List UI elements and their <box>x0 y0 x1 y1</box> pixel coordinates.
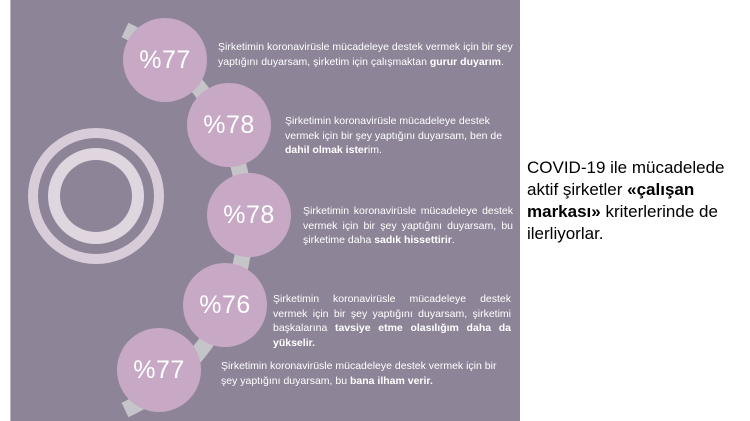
side-caption <box>527 157 743 245</box>
stat-text-1-emphasis: gurur duyarım <box>429 55 502 68</box>
stat-text-3-tail: . <box>451 234 455 246</box>
stat-text-3-body: Şirketimin koronavirüsle mücadeleye destek vermek için bir şey yaptığını duyarsam, bu şirketime daha <box>303 205 513 246</box>
stat-circle-5: %77 <box>117 328 201 412</box>
stat-circle-4: %76 <box>183 263 267 347</box>
stat-text-2-emphasis: dahil olmak ister <box>285 144 368 156</box>
stat-text-5-emphasis: bana ilham verir. <box>349 374 433 387</box>
stat-circle-3: %78 <box>207 173 291 257</box>
stat-text-1-tail: . <box>501 55 504 68</box>
side-caption-intro: COVID-19 ile mücadelede aktif şirketler <box>527 158 725 199</box>
stat-circle-1: %77 <box>123 18 207 102</box>
stat-circle-2: %78 <box>187 83 271 167</box>
side-caption-outro: kriterlerinde de ilerliyorlar. <box>527 202 718 243</box>
stat-text-1 <box>218 40 514 69</box>
stat-text-4-body: Şirketimin koronavirüsle mücadeleye destek vermek için bir şey yaptığını duyarsam, şirketimi başkalarına <box>273 293 511 334</box>
stat-text-2-tail: im. <box>367 144 382 156</box>
stat-text-2 <box>285 114 513 158</box>
stat-text-1-body: Şirketimin koronavirüsle mücadeleye destek vermek için bir şey yaptığını duyarsam, şirketim için çalışmaktan <box>218 41 513 68</box>
stat-text-4-emphasis: tavsiye etme olasılığım daha da yükselir. <box>273 322 512 349</box>
stat-text-2-body: Şirketimin koronavirüsle mücadeleye destek vermek için bir şey yaptığını duyarsam, ben de <box>285 115 503 142</box>
stat-text-3 <box>303 204 513 248</box>
stat-text-3-emphasis: sadık hissettirir <box>374 234 452 246</box>
stat-text-5-body: Şirketimin koronavirüsle mücadeleye destek vermek için bir şey yaptığını duyarsam, bu <box>221 360 497 387</box>
stat-text-4 <box>273 292 511 350</box>
side-caption-emphasis: «çalışan markası» <box>527 180 695 221</box>
ring-center <box>60 160 132 232</box>
stat-text-5 <box>221 359 513 388</box>
